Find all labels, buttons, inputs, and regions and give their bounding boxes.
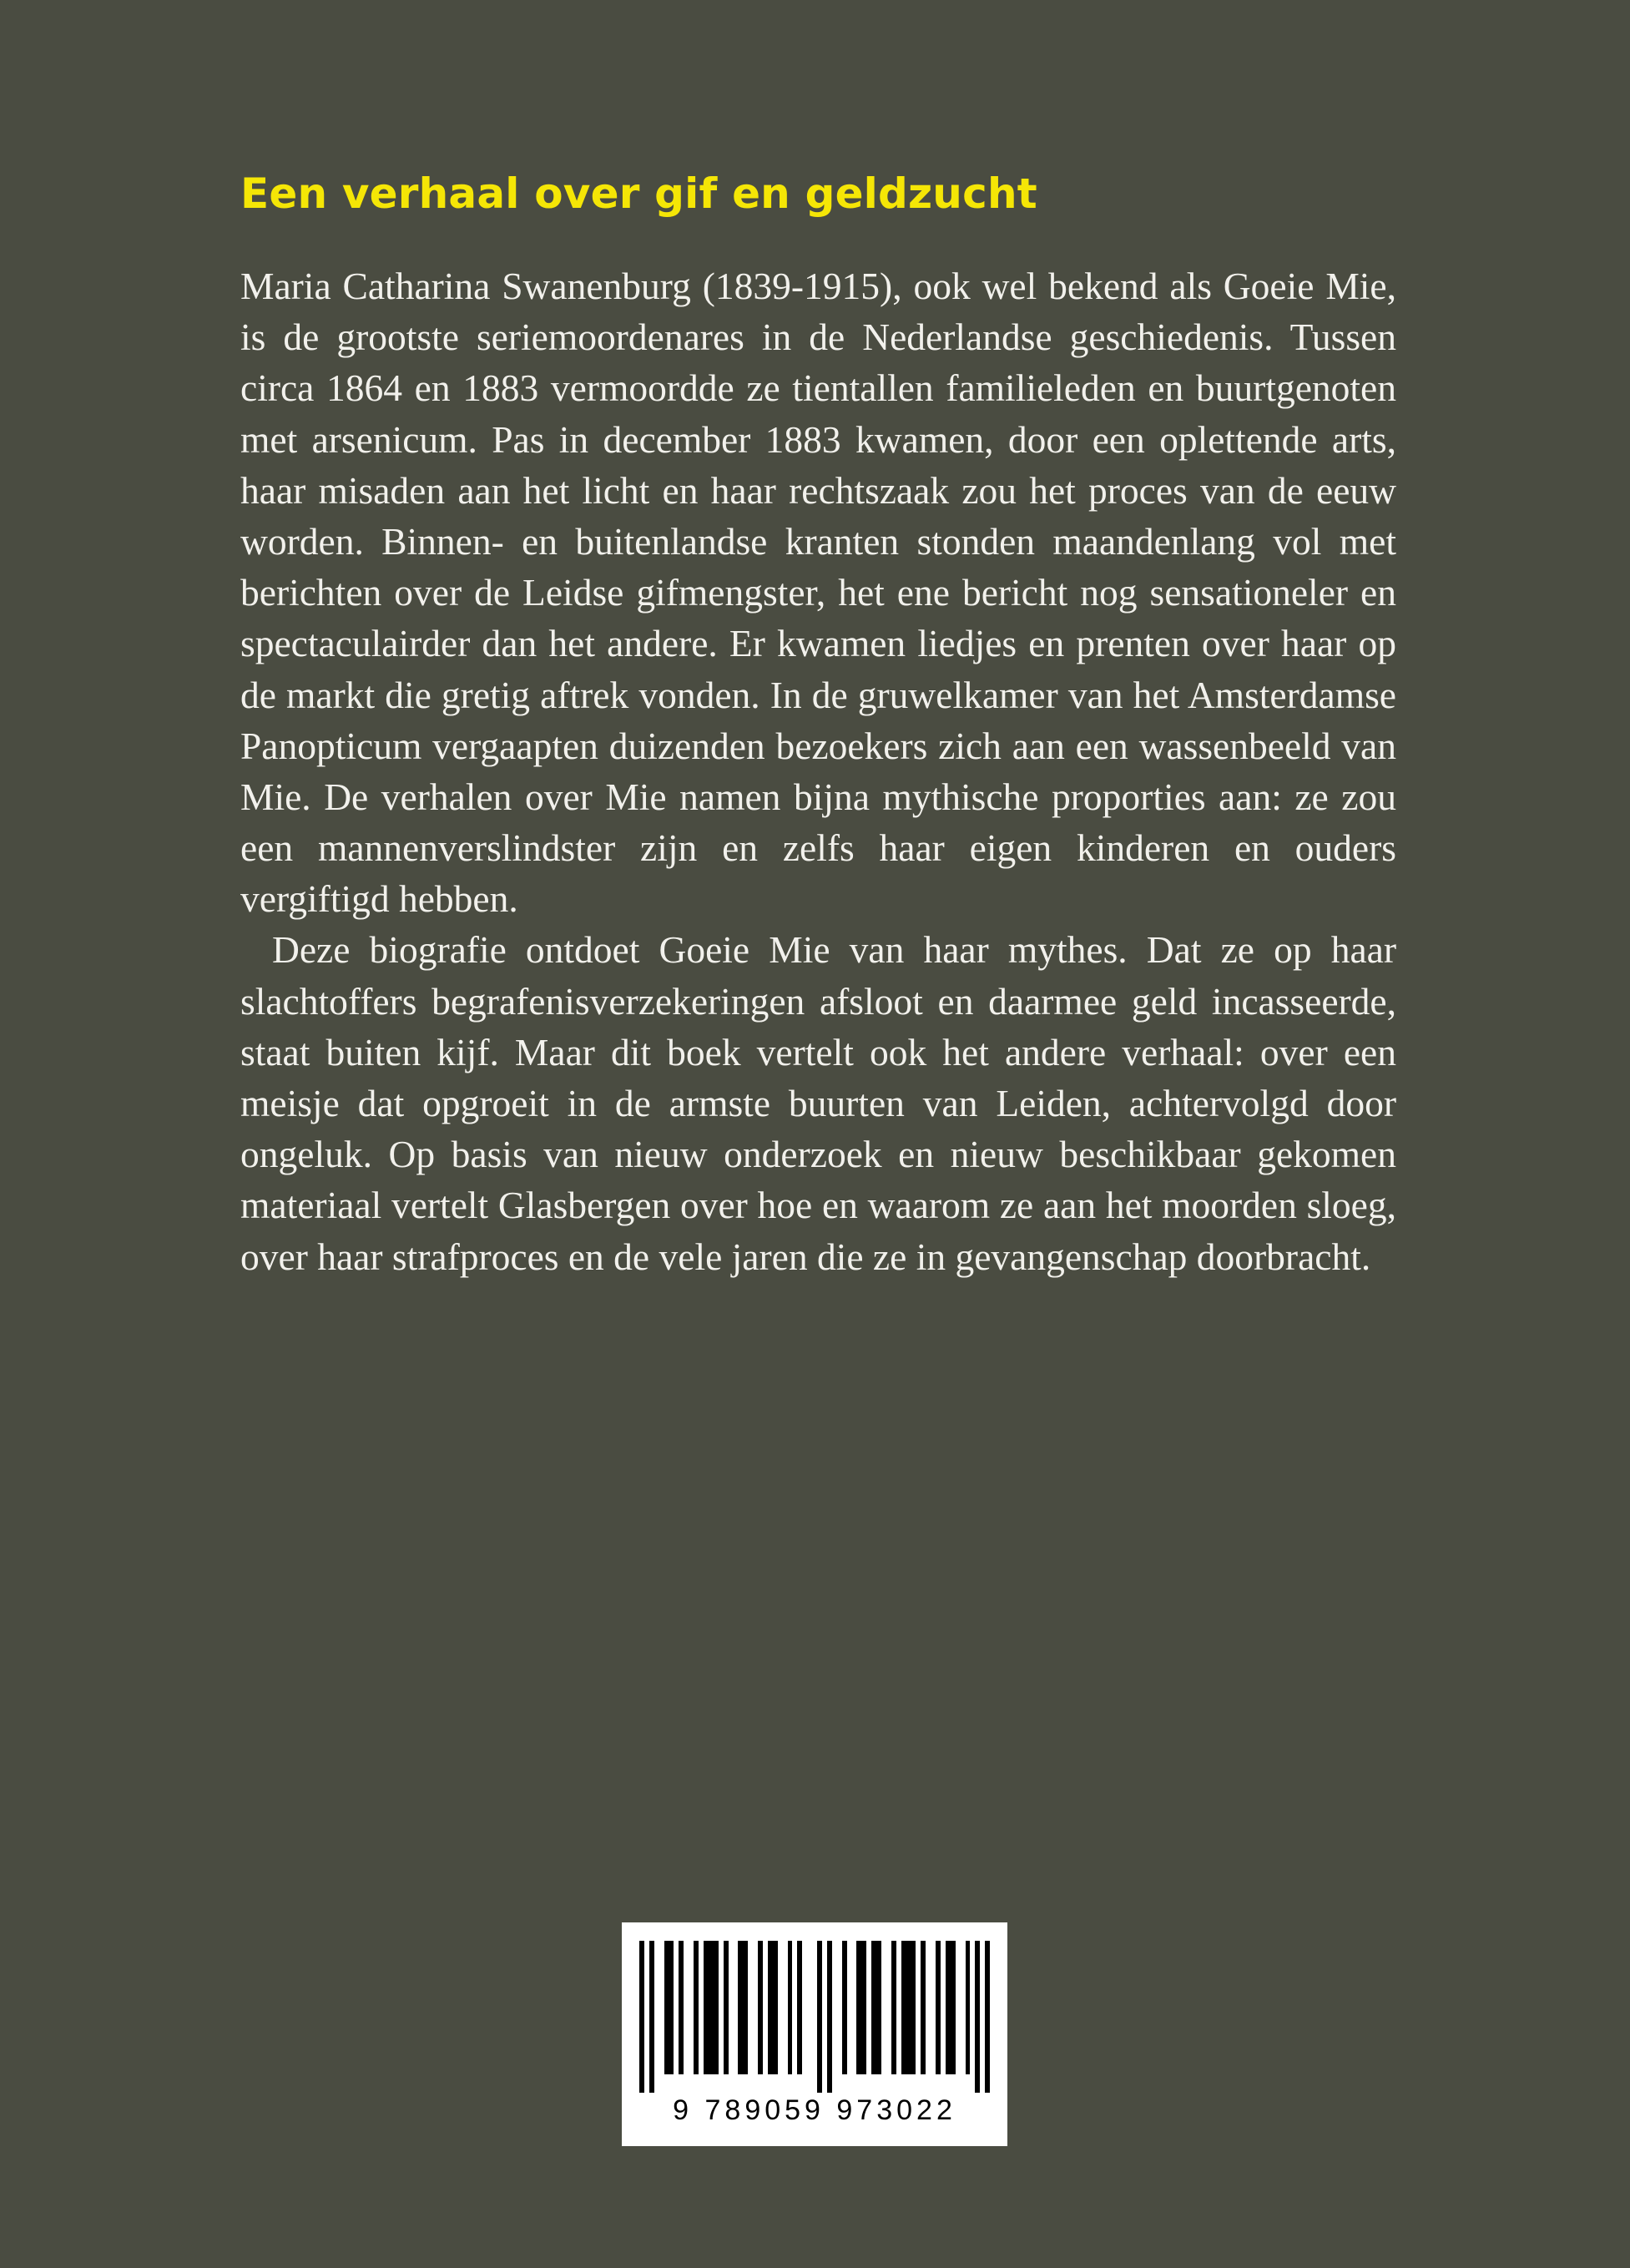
barcode-gap — [654, 1941, 664, 2093]
cover-text-block — [240, 171, 1396, 1282]
barcode-bar — [901, 1941, 916, 2074]
barcode-gap — [926, 1941, 936, 2093]
blurb-paragraph-1: Maria Catharina Swanenburg (1839-1915), ook wel bekend als Goeie Mie, is de grootste seriemoordenares in de Nederlandse geschiedenis. Tussen circa 1864 en 1883 vermoordde ze tientallen familieleden en buurtgenoten met arsenicum. Pas in december 1883 kwamen, door een oplettende arts, haar misaden aan het licht en haar rechtszaak zou het proces van de eeuw worden. Binnen- en buitenlandse kranten stonden maandenlang vol met berichten over de Leidse gifmengster, het ene bericht nog sensationeler en spectaculairder dan het andere. Er kwamen liedjes en prenten over haar op de markt die gretig aftrek vonden. In de gruwelkamer van het Amsterdamse Panopticum vergaapten duizenden bezoekers zich aan een wassenbeeld van Mie. De verhalen over Mie namen bijna mythische proporties aan: ze zou een mannenverslindster zijn en zelfs haar eigen kinderen en ouders vergiftigd hebben. — [240, 265, 1396, 921]
barcode-digits: 9 789059 973022 — [673, 2094, 956, 2126]
barcode-gap — [847, 1941, 857, 2093]
barcode — [622, 1922, 1007, 2146]
barcode-gap — [832, 1941, 842, 2093]
barcode-gap — [748, 1941, 758, 2093]
barcode-gap — [956, 1941, 966, 2093]
barcode-bar — [704, 1941, 719, 2074]
blurb-text — [240, 260, 1396, 1282]
barcode-bar — [871, 1941, 881, 2074]
barcode-gap — [881, 1941, 891, 2093]
barcode-bar — [985, 1941, 990, 2093]
barcode-gap — [729, 1941, 739, 2093]
barcode-bar — [946, 1941, 956, 2074]
blurb-paragraph-2: Deze biografie ontdoet Goeie Mie van haar mythes. Dat ze op haar slachtoffers begrafenisverzekeringen afsloot en daarmee geld incasseerde, staat buiten kijf. Maar dit boek vertelt ook het andere verhaal: over een meisje dat opgroeit in de armste buurten van Leiden, achtervolgd door ongeluk. Op basis van nieuw onderzoek en nieuw beschikbaar gekomen materiaal vertelt Glasbergen over hoe en waarom ze aan het moorden sloeg, over haar strafproces en de vele jaren die ze in gevangenschap doorbracht. — [240, 928, 1396, 1278]
barcode-gap — [802, 1941, 817, 2093]
barcode-bar — [856, 1941, 866, 2074]
barcode-bar — [738, 1941, 748, 2074]
page-title: Een verhaal over gif en geldzucht — [240, 169, 1037, 218]
barcode-bar — [768, 1941, 778, 2074]
barcode-bar — [664, 1941, 674, 2074]
barcode-gap — [778, 1941, 788, 2093]
barcode-gap — [684, 1941, 694, 2093]
barcode-bars — [639, 1941, 990, 2093]
